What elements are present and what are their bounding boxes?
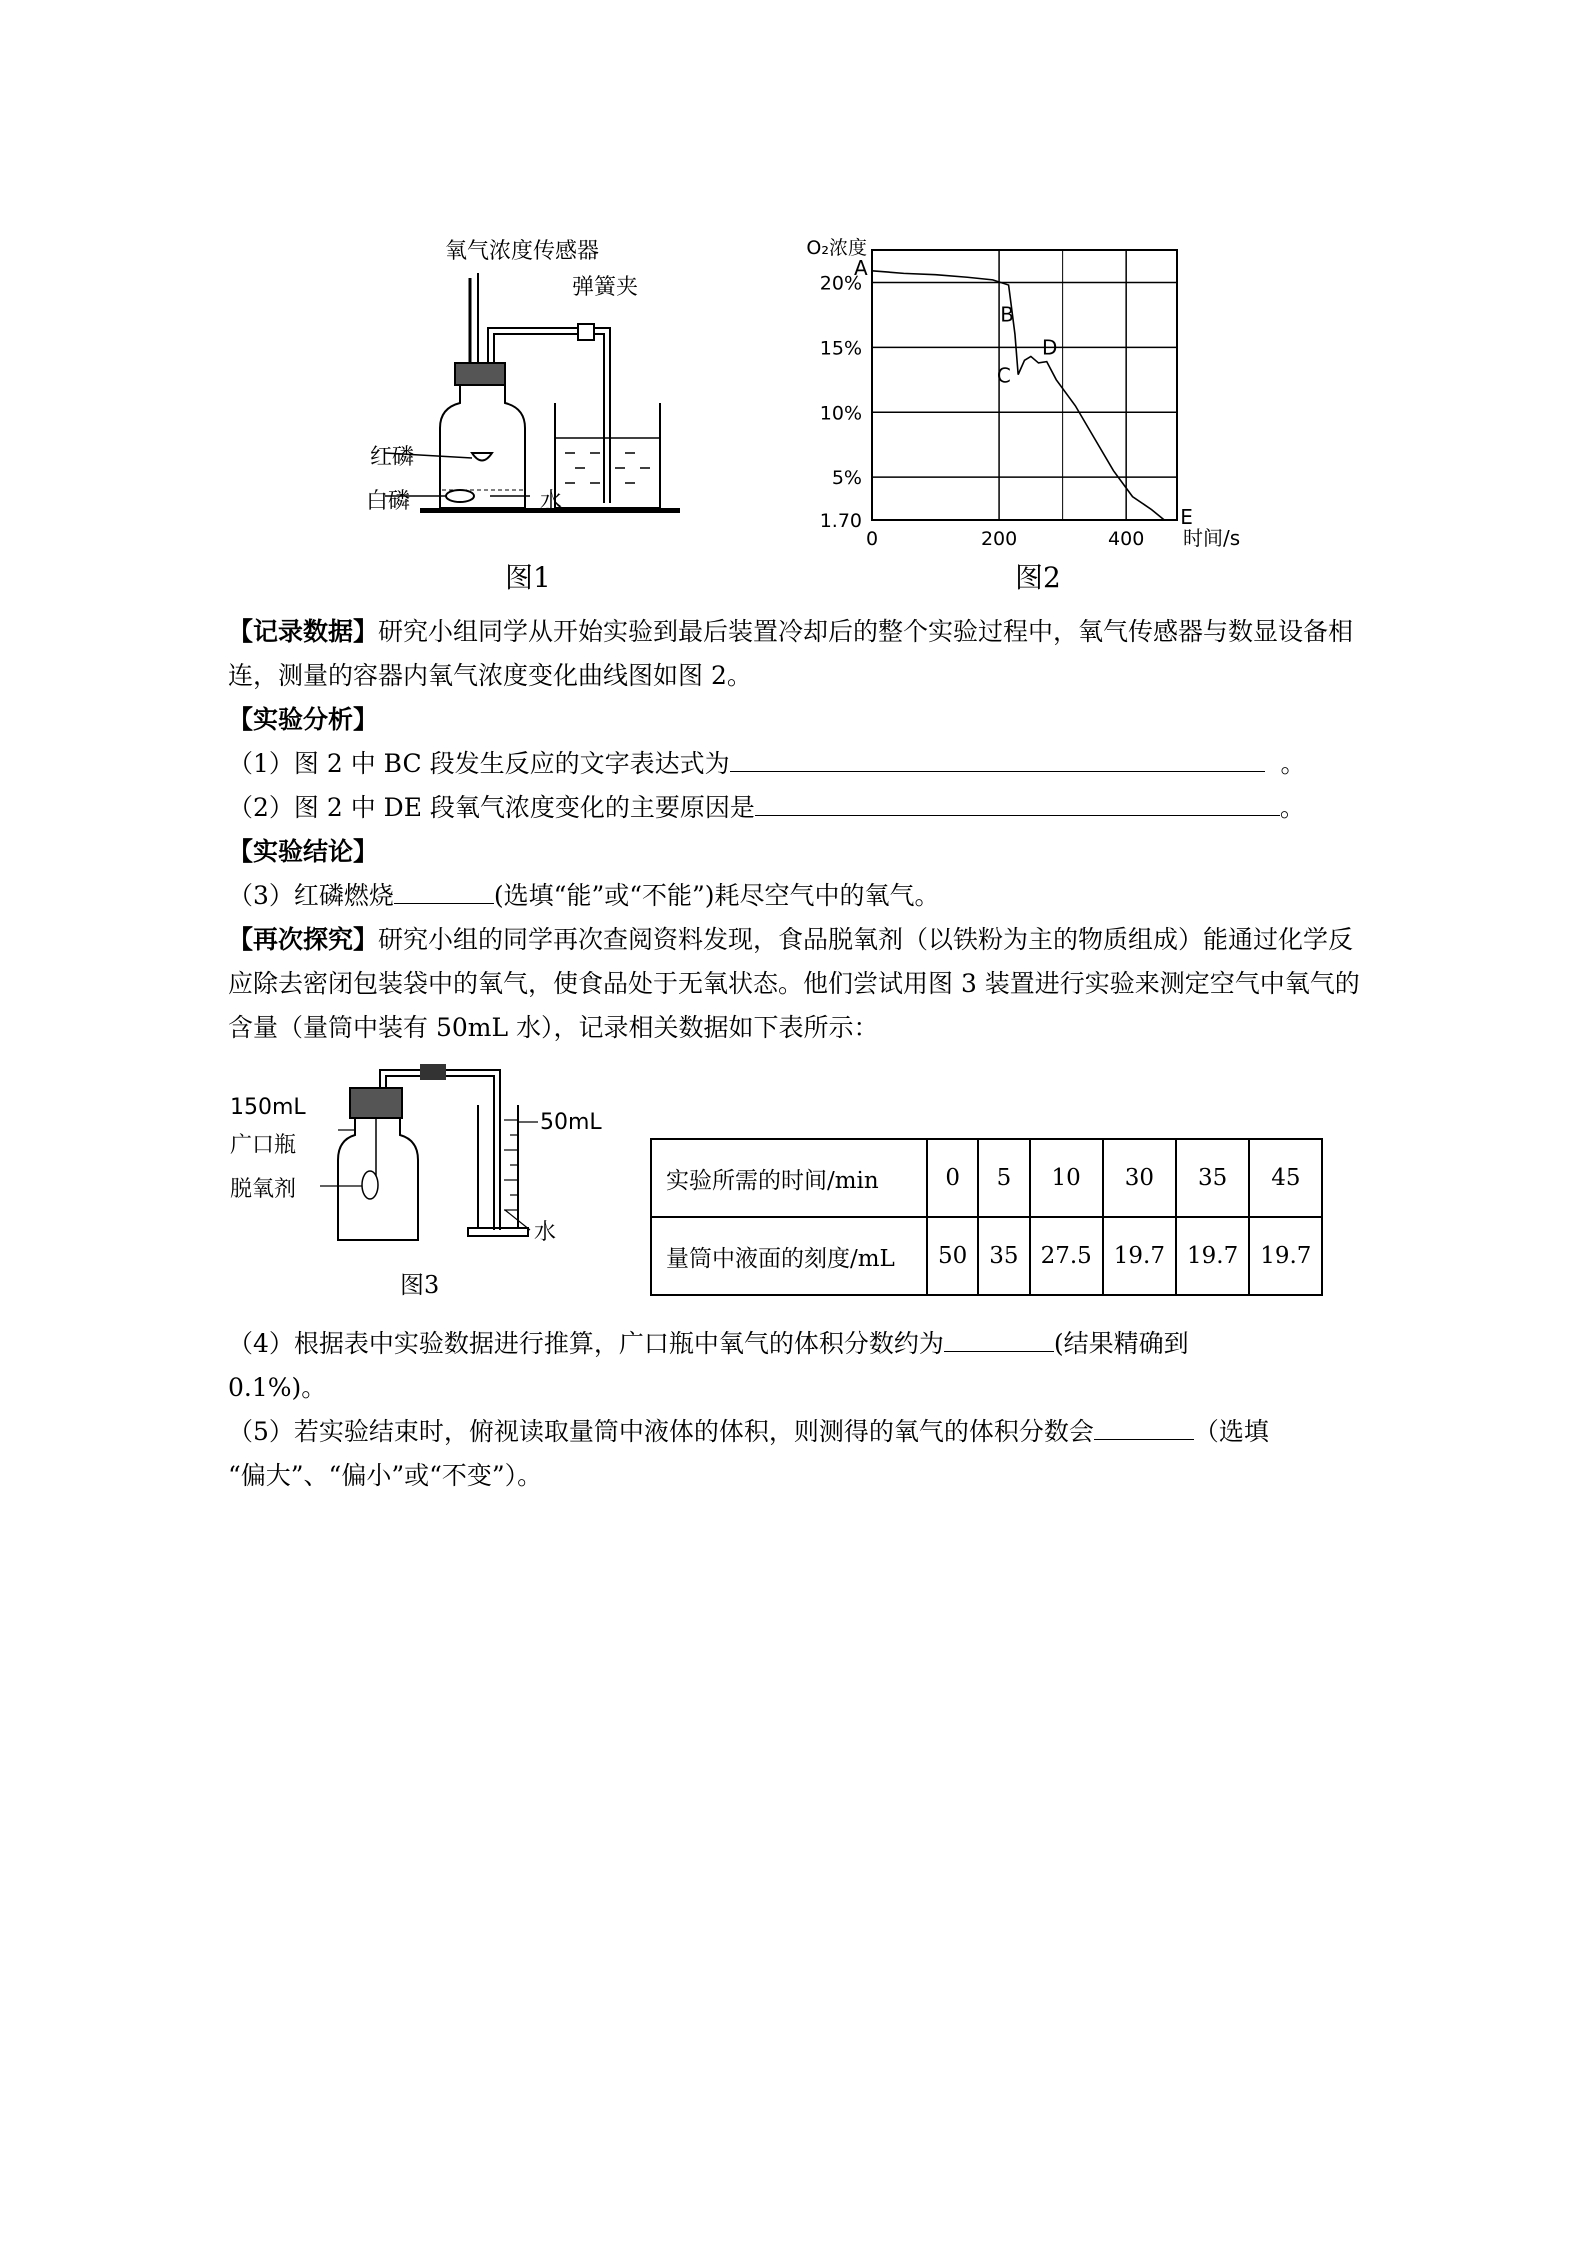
question-1	[228, 742, 1368, 786]
label-white-phosphorus: 白磷	[366, 489, 411, 514]
label-150ml: 150mL	[230, 1095, 306, 1120]
y-tick-label: 20%	[819, 272, 862, 295]
q4-end: (结果精确到	[1053, 1329, 1189, 1358]
table-cell: 19.7	[1249, 1217, 1322, 1295]
label-red-phosphorus: 红磷	[370, 445, 415, 470]
table-cell: 35	[1176, 1139, 1249, 1217]
question-4	[228, 1322, 1368, 1410]
label-water-3: 水	[534, 1220, 557, 1245]
label-cylinder-50ml: 50mL	[540, 1110, 602, 1135]
figure1-apparatus	[360, 228, 710, 528]
q1-text: （1）图 2 中 BC 段发生反应的文字表达式为	[228, 749, 730, 778]
y-axis-label: O₂浓度	[806, 237, 867, 259]
table-cell: 35	[978, 1217, 1029, 1295]
table-cell: 19.7	[1103, 1217, 1176, 1295]
table-cell: 5	[978, 1139, 1029, 1217]
q5-end: （选填	[1193, 1417, 1269, 1446]
y-tick-label: 1.70	[819, 510, 862, 532]
q4-text: （4）根据表中实验数据进行推算，广口瓶中氧气的体积分数约为	[228, 1329, 944, 1358]
point-label: B	[1000, 302, 1014, 327]
label-deoxidizer: 脱氧剂	[230, 1177, 297, 1202]
point-label: A	[854, 255, 868, 280]
q5-answer-blank[interactable]	[1094, 1413, 1194, 1440]
label-water: 水	[540, 489, 563, 514]
q2-answer-blank[interactable]	[755, 789, 1280, 816]
table-cell: 10	[1030, 1139, 1103, 1217]
table-cell: 19.7	[1176, 1217, 1249, 1295]
figure2-chart	[780, 228, 1240, 548]
chart-frame	[872, 250, 1177, 520]
table-cell: 27.5	[1030, 1217, 1103, 1295]
record-text: 研究小组同学从开始实验到最后装置冷却后的整个实验过程中，氧气传感器与数显设备相连，测量的容器内氧气浓度变化曲线图如图 2。	[228, 617, 1354, 690]
table-cell: 50	[927, 1217, 978, 1295]
q2-text: （2）图 2 中 DE 段氧气浓度变化的主要原因是	[228, 793, 755, 822]
x-tick-label: 400	[1108, 528, 1145, 548]
table-row	[651, 1217, 1322, 1295]
x-axis-label: 时间/s	[1183, 526, 1240, 548]
y-tick-label: 15%	[819, 337, 862, 360]
q3-end: (选填“能”或“不能”)耗尽空气中的氧气。	[493, 881, 940, 910]
x-tick-label: 200	[980, 528, 1018, 548]
q3-text: （3）红磷燃烧	[228, 881, 394, 910]
label-sensor: 氧气浓度传感器	[445, 239, 600, 264]
table-cell: 量筒中液面的刻度/mL	[651, 1217, 927, 1295]
table-row	[651, 1139, 1322, 1217]
label-clamp: 弹簧夹	[572, 275, 639, 300]
record-heading: 【记录数据】	[228, 617, 379, 646]
analysis-heading: 【实验分析】	[228, 705, 379, 734]
figure2-caption: 图2	[1015, 561, 1061, 594]
question-3	[228, 874, 1368, 918]
y-tick-label: 5%	[831, 467, 862, 490]
explore-heading: 【再次探究】	[228, 925, 379, 954]
point-label: C	[996, 363, 1011, 388]
q1-answer-blank[interactable]	[730, 745, 1265, 772]
table-cell: 30	[1103, 1139, 1176, 1217]
q4-answer-blank[interactable]	[944, 1325, 1054, 1352]
series-line	[872, 271, 1164, 520]
q1-end: 。	[1280, 749, 1306, 778]
table-cell: 0	[927, 1139, 978, 1217]
q5-line2: “偏大”、“偏小”或“不变”）。	[228, 1461, 543, 1490]
q2-end: 。	[1279, 793, 1305, 822]
explore-paragraph	[228, 918, 1368, 1050]
q3-answer-blank[interactable]	[394, 877, 494, 904]
data-table	[650, 1138, 1323, 1296]
point-label: E	[1180, 505, 1193, 529]
table-cell: 45	[1249, 1139, 1322, 1217]
point-label: D	[1041, 335, 1058, 360]
figure3-caption: 图3	[400, 1271, 440, 1299]
question-5	[228, 1410, 1368, 1498]
x-tick-label: 0	[865, 528, 879, 548]
figure1-caption: 图1	[505, 561, 551, 594]
y-tick-label: 10%	[819, 402, 862, 425]
label-bottle: 广口瓶	[230, 1133, 297, 1158]
table-cell: 实验所需的时间/min	[651, 1139, 927, 1217]
question-2	[228, 786, 1368, 830]
q5-text: （5）若实验结束时，俯视读取量筒中液体的体积，则测得的氧气的体积分数会	[228, 1417, 1094, 1446]
conclusion-heading: 【实验结论】	[228, 837, 379, 866]
explore-text: 研究小组的同学再次查阅资料发现，食品脱氧剂（以铁粉为主的物质组成）能通过化学反应除去密闭包装袋中的氧气，使食品处于无氧状态。他们尝试用图 3 装置进行实验来测定空气中氧气的含量（量筒中装有 50mL 水），记录相关数据如下表所示：	[228, 925, 1360, 1042]
record-paragraph	[228, 610, 1368, 698]
q4-line2: 0.1%)。	[228, 1373, 327, 1402]
